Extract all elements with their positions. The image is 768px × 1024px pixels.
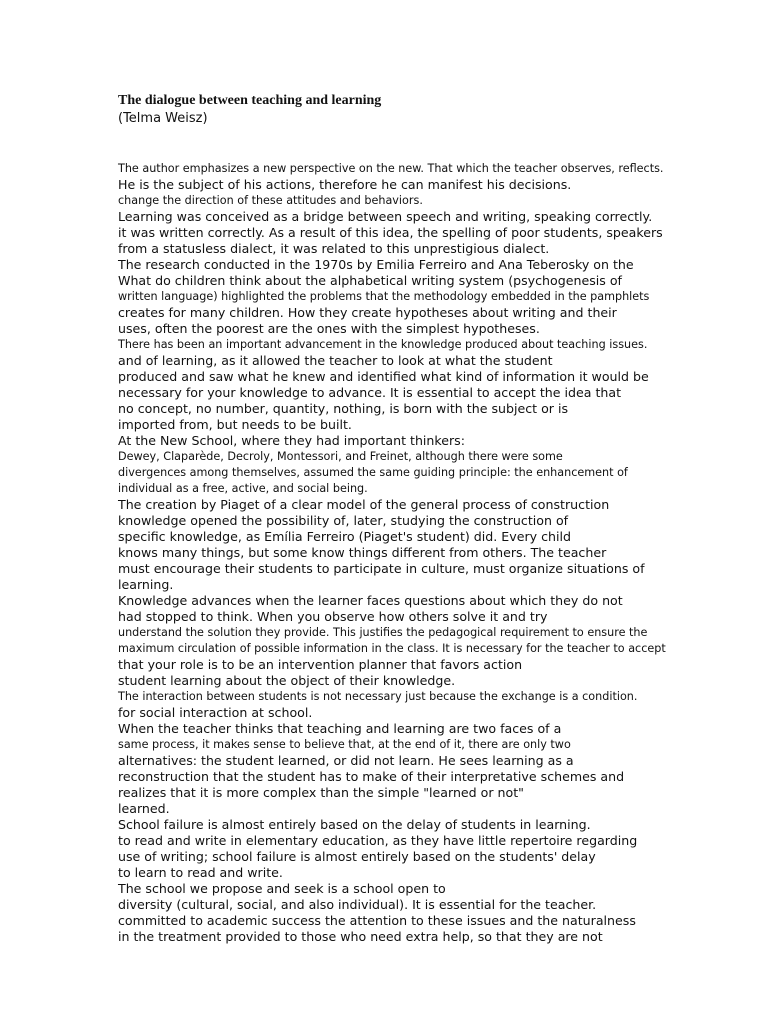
text-line: and of learning, as it allowed the teacher to look at what the student — [118, 353, 553, 368]
text-line: student learning about the object of their knowledge. — [118, 673, 456, 688]
text-line: that your role is to be an intervention planner that favors action — [118, 657, 523, 672]
text-line: learning. — [118, 577, 174, 592]
text-line: individual as a free, active, and social being. — [118, 482, 368, 495]
text-line: reconstruction that the student has to make of their interpretative schemes and — [118, 769, 625, 784]
text-line: Knowledge advances when the learner faces questions about which they do not — [118, 593, 623, 608]
text-line: realizes that it is more complex than the simple "learned or not" — [118, 785, 524, 800]
text-line: uses, often the poorest are the ones with the simplest hypotheses. — [118, 321, 540, 336]
text-line: knows many things, but some know things different from others. The teacher — [118, 545, 607, 560]
text-line: When the teacher thinks that teaching and learning are two faces of a — [118, 721, 562, 736]
text-line: imported from, but needs to be built. — [118, 417, 352, 432]
text-line: no concept, no number, quantity, nothing, is born with the subject or is — [118, 401, 569, 416]
text-line: The school we propose and seek is a school open to — [118, 881, 446, 896]
text-line: to learn to read and write. — [118, 865, 283, 880]
text-line: for social interaction at school. — [118, 705, 313, 720]
text-line: The author emphasizes a new perspective on the new. That which the teacher observes, reflects. — [118, 162, 664, 175]
text-line: use of writing; school failure is almost entirely based on the students' delay — [118, 849, 596, 864]
text-line: committed to academic success the attention to these issues and the naturalness — [118, 913, 636, 928]
text-line: School failure is almost entirely based on the delay of students in learning. — [118, 817, 591, 832]
text-line: maximum circulation of possible information in the class. It is necessary for the teacher to accept — [118, 642, 666, 655]
document-body — [118, 161, 666, 945]
text-line: in the treatment provided to those who need extra help, so that they are not — [118, 929, 603, 944]
text-line: knowledge opened the possibility of, later, studying the construction of — [118, 513, 569, 528]
text-line: it was written correctly. As a result of this idea, the spelling of poor students, speakers — [118, 225, 663, 240]
text-line: The creation by Piaget of a clear model of the general process of construction — [118, 497, 610, 512]
text-line: diversity (cultural, social, and also individual). It is essential for the teacher. — [118, 897, 597, 912]
text-line: to read and write in elementary education, as they have little repertoire regarding — [118, 833, 638, 848]
text-line: The research conducted in the 1970s by Emilia Ferreiro and Ana Teberosky on the — [118, 257, 634, 272]
document-title: The dialogue between teaching and learning — [118, 93, 382, 108]
text-line: At the New School, where they had important thinkers: — [118, 433, 465, 448]
text-line: He is the subject of his actions, therefore he can manifest his decisions. — [118, 177, 572, 192]
text-line: alternatives: the student learned, or did not learn. He sees learning as a — [118, 753, 574, 768]
text-line: learned. — [118, 801, 170, 816]
text-line: creates for many children. How they create hypotheses about writing and their — [118, 305, 617, 320]
text-line: Dewey, Claparède, Decroly, Montessori, and Freinet, although there were some — [118, 450, 563, 463]
text-line: from a statusless dialect, it was related to this unprestigious dialect. — [118, 241, 550, 256]
text-line: divergences among themselves, assumed the same guiding principle: the enhancement of — [118, 466, 628, 479]
text-line: What do children think about the alphabetical writing system (psychogenesis of — [118, 273, 622, 288]
text-line: written language) highlighted the problems that the methodology embedded in the pamphlets — [118, 290, 650, 303]
text-line: understand the solution they provide. This justifies the pedagogical requirement to ensure the — [118, 626, 648, 639]
text-line: must encourage their students to participate in culture, must organize situations of — [118, 561, 645, 576]
text-line: necessary for your knowledge to advance. It is essential to accept the idea that — [118, 385, 622, 400]
text-line: produced and saw what he knew and identified what kind of information it would be — [118, 369, 649, 384]
text-line: The interaction between students is not necessary just because the exchange is a condition. — [118, 690, 638, 703]
text-line: change the direction of these attitudes and behaviors. — [118, 194, 423, 207]
text-line: same process, it makes sense to believe that, at the end of it, there are only two — [118, 738, 571, 751]
document-author: (Telma Weisz) — [118, 111, 208, 126]
text-line: Learning was conceived as a bridge between speech and writing, speaking correctly. — [118, 209, 653, 224]
text-line: had stopped to think. When you observe how others solve it and try — [118, 609, 548, 624]
text-line: specific knowledge, as Emília Ferreiro (Piaget's student) did. Every child — [118, 529, 571, 544]
text-line: There has been an important advancement in the knowledge produced about teaching issues. — [118, 338, 648, 351]
